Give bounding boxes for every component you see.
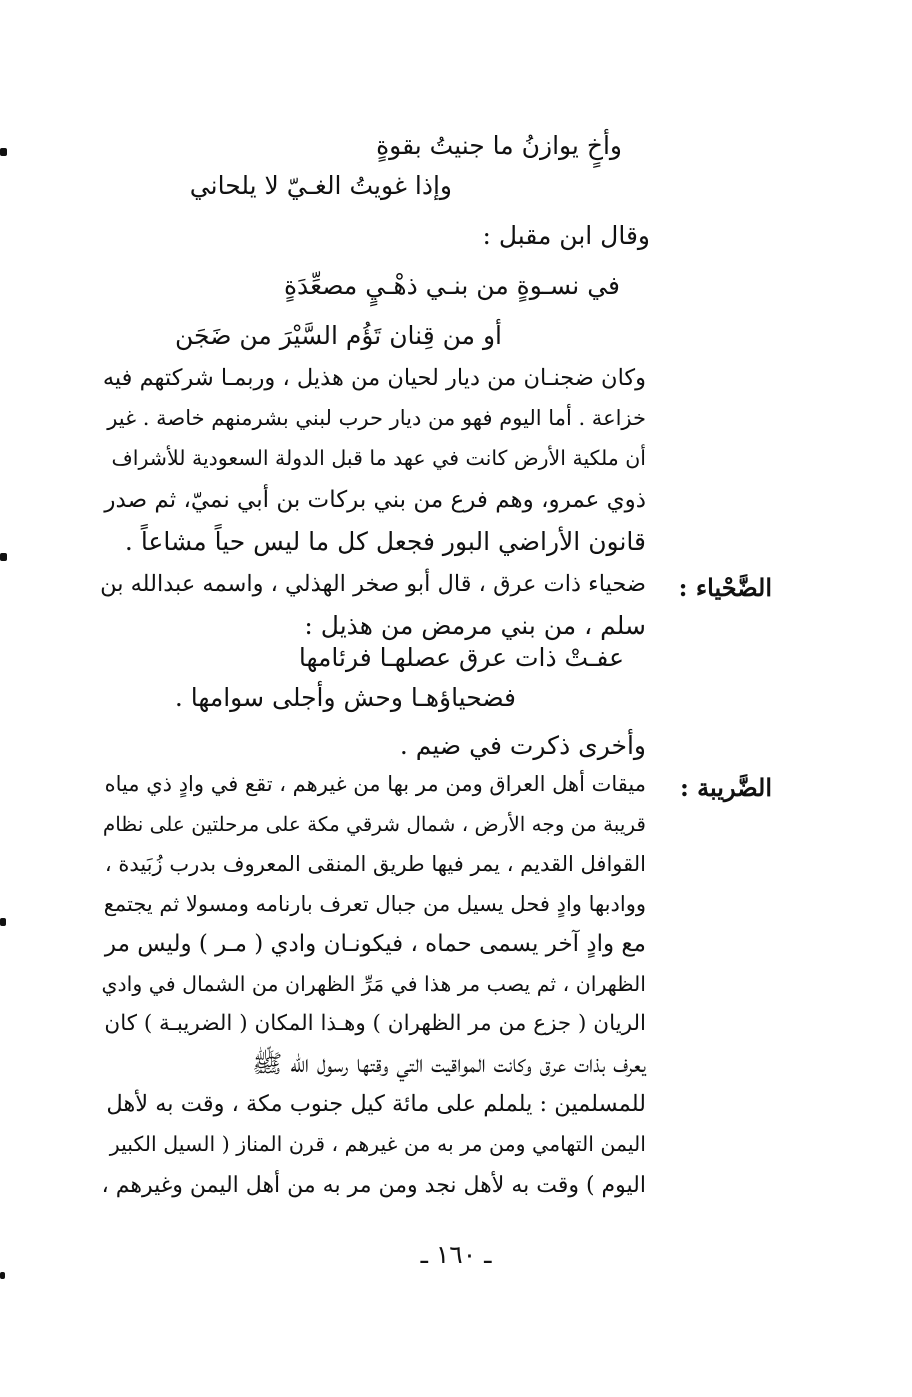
text-line: ضحياء ذات عرق ، قال أبو صخر الهذلي ، واسمه عبدالله بن [100,571,646,597]
scan-mark [0,148,7,156]
scan-mark [0,1272,5,1279]
text-line: خزاعة . أما اليوم فهو من ديار حرب لبني بشرمنهم خاصة . غير [107,406,646,430]
poet-intro: وقال ابن مقبل : [482,221,650,250]
text-line: قانون الأراضي البور فجعل كل ما ليس حياً مشاعاً . [124,527,646,556]
verse-line: عفـتْ ذات عرق عصلهـا فرئامها [298,643,624,672]
text-line: يعرف بذات عرق وكانت المواقيت التي وقتها رسول الله ﷺ [252,1049,646,1078]
text-line: ذوي عمرو، وهم فرع من بني بركات بن أبي نميّ، ثم صدر [104,487,646,513]
text-line: قريبة من وجه الأرض ، شمال شرقي مكة على مرحلتين على نظام [102,812,646,836]
page-number: ـ ١٦٠ ـ [420,1240,492,1269]
text-line: وكان ضجنـان من ديار لحيان من هذيل ، وربمـا شركتهم فيه [102,365,646,391]
scan-mark [0,553,7,561]
text-line: سلم ، من بني مرمض من هذيل : [304,611,646,640]
text-line: وأخرى ذكرت في ضيم . [399,731,646,760]
text-line: أن ملكية الأرض كانت في عهد ما قبل الدولة السعودية للأشراف [111,446,646,470]
text-line: الظهران ، ثم يصب مر هذا في مَرِّ الظهران من الشمال في وادي [101,972,646,996]
text-line: اليمن التهامي ومن مر به من غيرهم ، قرن المناز ( السيل الكبير [109,1132,646,1156]
text-line: مع وادٍ آخر يسمى حماه ، فيكونـان وادي ( مـر ) وليس مر [104,931,646,957]
text-line: ميقات أهل العراق ومن مر بها من غيرهم ، تقع في وادٍ ذي مياه [104,772,646,796]
verse-line: فضحياؤهـا وحش وأجلى سوامها . [174,683,516,712]
text-line: للمسلمين : يلملم على مائة كيل جنوب مكة ، وقت به لأهل [106,1091,646,1117]
entry-headword: الضَّريبة : [679,773,772,802]
poem-line: وإذا غويتُ الغـيّ لا يلحاني [189,171,452,200]
text-line: الريان ( جزع من مر الظهران ) وهـذا المكان ( الضريبـة ) كان [104,1011,646,1036]
text-line: ووادبها وادٍ فحل يسيل من جبال تعرف بارنامه ومسولا ثم يجتمع [103,892,646,916]
entry-headword: الضَّحْياء : [678,573,772,602]
scan-mark [0,918,6,926]
poem-line: أو من قِنان تَؤُم السَّيْرَ من ضَجَن [175,321,502,350]
text-line: القوافل القديم ، يمر فيها طريق المنقى المعروف بدرب زُبَيدة ، [104,852,646,876]
text-line: اليوم ) وقت به لأهل نجد ومن مر به من أهل اليمن وغيرهم ، [101,1173,646,1198]
poem-line: وأخٍ يوازنُ ما جنيتُ بقوةٍ [376,131,622,160]
poem-line: في نسـوةٍ من بنـي ذهْـيٍ مصعِّدَةٍ [283,271,620,300]
